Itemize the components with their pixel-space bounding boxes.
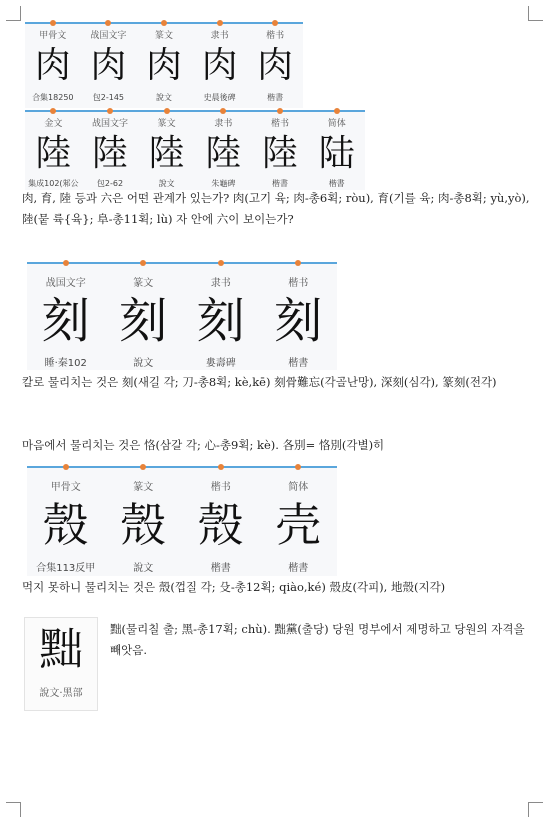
historical-glyph: 刻 [196,293,245,349]
historical-glyph: 肉 [34,45,71,86]
glyph-cell [260,466,338,576]
historical-glyph: 肉 [201,45,238,86]
glyph-source-label: 楷書 [328,179,345,188]
script-name-label: 金文 [44,119,63,129]
timeline-dot [295,260,301,266]
glyph-source-label: 說文 [133,358,154,369]
glyph-source-label: 合集113反甲 [36,563,96,574]
glyph-source-label: 合集18250 [32,93,74,102]
timeline-dot [217,20,223,26]
timeline-dot [220,108,226,114]
timeline-dot [161,20,167,26]
glyph-source-label: 說文·黑部 [39,688,83,699]
script-name-label: 隶书 [214,119,233,129]
glyph-cell [308,110,365,190]
paragraph-ke-carve: 칼로 물리치는 것은 刻(새길 각; 刀-총8획; kè,kē) 刻骨難忘(각골난망), 深刻(심각), 篆刻(전각) [22,375,497,389]
script-name-label: 简体 [327,119,346,129]
script-name-label: 篆文 [154,31,173,41]
glyph-source-label: 婁壽碑 [205,358,236,369]
script-name-label: 篆文 [157,119,176,129]
timeline-dot [105,20,111,26]
glyph-source-label: 朱龜碑 [211,179,236,188]
glyph-source-label: 說文 [155,93,172,102]
corner-mark-bottom-right [528,802,543,817]
script-name-label: 战国文字 [90,31,127,41]
glyph-cell [27,262,105,370]
glyph-cell [105,262,183,370]
historical-glyph: 陸 [262,133,299,174]
paragraph-chu-expel: 黜(물리칠 출; 黑-총17획; chù). 黜黨(출당) 당원 명부에서 제명하고 당원의 자격을 빼앗음. [110,622,525,657]
timeline-dot [334,108,340,114]
historical-glyph: 殼 [120,498,167,552]
script-name-label: 简体 [288,482,309,493]
paragraph-qiao-shell: 먹지 못하니 물리치는 것은 殼(껍질 각; 殳-총12획; qiào,ké) 殼皮(각피), 地殼(지각) [22,580,446,594]
historical-glyph: 壳 [275,498,322,552]
timeline-dot [140,464,146,470]
glyph-cell [247,22,303,108]
glyph-source-label: 集成102(邾公 [28,179,79,188]
glyph-source-label: 說文 [158,179,175,188]
timeline-dot [164,108,170,114]
glyph-cell [252,110,309,190]
timeline-dot [295,464,301,470]
script-name-label: 甲骨文 [50,482,81,493]
glyph-cell [192,22,248,108]
glyph-source-label: 楷書 [288,563,309,574]
glyph-source-label: 包2-145 [92,93,125,102]
script-name-label: 隶书 [210,31,229,41]
historical-glyph: 刻 [119,293,168,349]
glyph-cell [195,110,252,190]
script-name-label: 篆文 [133,278,154,289]
script-name-label: 隶书 [210,278,231,289]
glyph-cell [136,22,192,108]
script-name-label: 篆文 [133,482,154,493]
glyph-source-label: 史晨後碑 [203,93,236,102]
seal-glyph: 黜 [39,624,83,675]
historical-glyph: 陸 [92,133,129,174]
glyph-cell [27,466,105,576]
historical-glyph: 肉 [257,45,294,86]
glyph-source-label: 說文 [133,563,154,574]
glyph-cell [260,262,338,370]
glyph-source-label: 包2-62 [96,179,124,188]
glyph-source-label: 楷書 [267,93,284,102]
glyph-evolution-strip-rou [25,22,303,108]
corner-mark-top-right [528,6,543,21]
script-name-label: 楷书 [271,119,290,129]
historical-glyph: 陆 [318,133,355,174]
glyph-cell [25,110,82,190]
glyph-cell [25,22,81,108]
corner-mark-bottom-left [6,802,21,817]
script-name-label: 楷书 [210,482,231,493]
historical-glyph: 陸 [148,133,185,174]
glyph-cell [81,22,137,108]
glyph-cell [182,466,260,576]
glyph-evolution-strip-qiao [27,466,337,576]
timeline-dot [50,20,56,26]
script-name-label: 战国文字 [45,278,86,289]
glyph-source-label: 睡·秦102 [44,358,87,369]
timeline-dot [218,260,224,266]
glyph-evolution-strip-ke [27,262,337,370]
paragraph-ke-respect: 마음에서 물리치는 것은 恪(삼갈 각; 心-총9획; kè). 各別= 恪別(각별)히 [22,438,385,452]
timeline-dot [140,260,146,266]
script-name-label: 甲骨文 [39,31,67,41]
timeline-dot [63,464,69,470]
corner-mark-top-left [6,6,21,21]
timeline-dot [107,108,113,114]
script-name-label: 楷书 [288,278,309,289]
historical-glyph: 刻 [274,293,323,349]
script-name-label: 战国文字 [92,119,129,129]
glyph-source-label: 楷書 [210,563,231,574]
script-name-label: 楷书 [266,31,285,41]
glyph-cell [82,110,139,190]
historical-glyph: 殼 [197,498,244,552]
timeline-dot [272,20,278,26]
glyph-cell [138,110,195,190]
timeline-dot [277,108,283,114]
historical-glyph: 刻 [41,293,90,349]
glyph-cell [182,262,260,370]
seal-glyph-card-chu [24,617,98,711]
historical-glyph: 陸 [35,133,72,174]
timeline-dot [218,464,224,470]
historical-glyph: 殼 [42,498,89,552]
glyph-cell [105,466,183,576]
historical-glyph: 陸 [205,133,242,174]
glyph-source-label: 楷書 [288,358,309,369]
glyph-source-label: 楷書 [272,179,289,188]
timeline-dot [50,108,56,114]
glyph-evolution-strip-lu [25,110,365,190]
historical-glyph: 肉 [145,45,182,86]
paragraph-rou-yu-lu: 肉, 育, 陸 등과 六은 어떤 관계가 있는가? 肉(고기 육; 肉-총6획; ròu), 育(기를 육; 肉-총8획; yù,yò), 陸(뭍 륙{육}; 阜-총11획; lù) 자 안에 六이 보이는가? [22,191,530,226]
timeline-dot [63,260,69,266]
historical-glyph: 肉 [90,45,127,86]
